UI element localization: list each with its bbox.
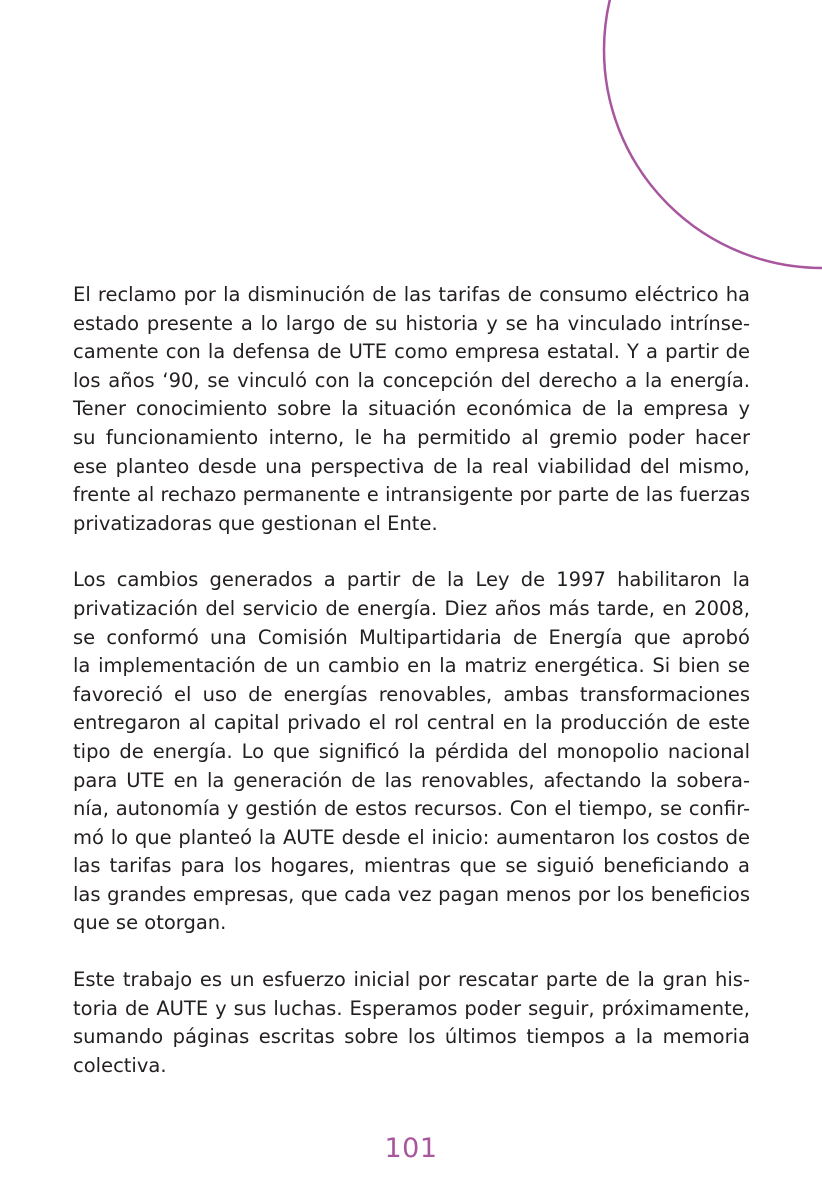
text-line: mó lo que planteó la AUTE desde el inicio: aumentaron los costos de	[73, 825, 750, 849]
text-line: Los cambios generados a partir de la Ley de 1997 habilitaron la	[73, 568, 750, 592]
text-line: se conformó una Comisión Multipartidaria de Energía que aprobó	[73, 625, 750, 649]
text-line: privatización del servicio de energía. Diez años más tarde, en 2008,	[73, 596, 750, 620]
text-line: sumando páginas escritas sobre los últimos tiempos a la memoria	[73, 1025, 750, 1049]
text-line: entregaron al capital privado el rol central en la producción de este	[73, 711, 750, 735]
paragraph-2	[73, 566, 750, 938]
text-line: ese planteo desde una perspectiva de la real viabilidad del mismo,	[73, 454, 750, 478]
text-line: nía, autonomía y gestión de estos recursos. Con el tiempo, se confir-	[73, 797, 750, 821]
text-line: toria de AUTE y sus luchas. Esperamos poder seguir, próximamente,	[73, 996, 750, 1020]
body-text	[73, 281, 750, 1108]
text-line: tipo de energía. Lo que significó la pérdida del monopolio nacional	[73, 739, 750, 763]
text-line: que se otorgan.	[73, 911, 227, 935]
text-line: para UTE en la generación de las renovables, afectando la sobera-	[73, 768, 750, 792]
paragraph-3	[73, 966, 750, 1080]
text-line: Tener conocimiento sobre la situación económica de la empresa y	[73, 397, 750, 421]
text-line: privatizadoras que gestionan el Ente.	[73, 511, 438, 535]
text-line: colectiva.	[73, 1053, 167, 1077]
text-line: camente con la defensa de UTE como empresa estatal. Y a partir de	[73, 340, 750, 364]
page-number: 101	[384, 1133, 438, 1164]
text-line: las grandes empresas, que cada vez pagan menos por los beneficios	[73, 882, 750, 906]
text-line: su funcionamiento interno, le ha permitido al gremio poder hacer	[73, 425, 750, 449]
text-line: las tarifas para los hogares, mientras que se siguió beneficiando a	[73, 854, 750, 878]
text-line: frente al rechazo permanente e intransigente por parte de las fuerzas	[73, 483, 750, 507]
paragraph-1	[73, 281, 750, 538]
text-line: El reclamo por la disminución de las tarifas de consumo eléctrico ha	[73, 283, 750, 306]
decorative-circle-arc	[0, 0, 822, 300]
text-line: los años ‘90, se vinculó con la concepción del derecho a la energía.	[73, 368, 750, 392]
text-line: la implementación de un cambio en la matriz energética. Si bien se	[73, 654, 750, 678]
text-line: estado presente a lo largo de su historia y se ha vinculado intrínse-	[73, 311, 750, 335]
text-line: favoreció el uso de energías renovables, ambas transformaciones	[73, 682, 750, 706]
text-line: Este trabajo es un esfuerzo inicial por rescatar parte de la gran his-	[73, 968, 750, 992]
